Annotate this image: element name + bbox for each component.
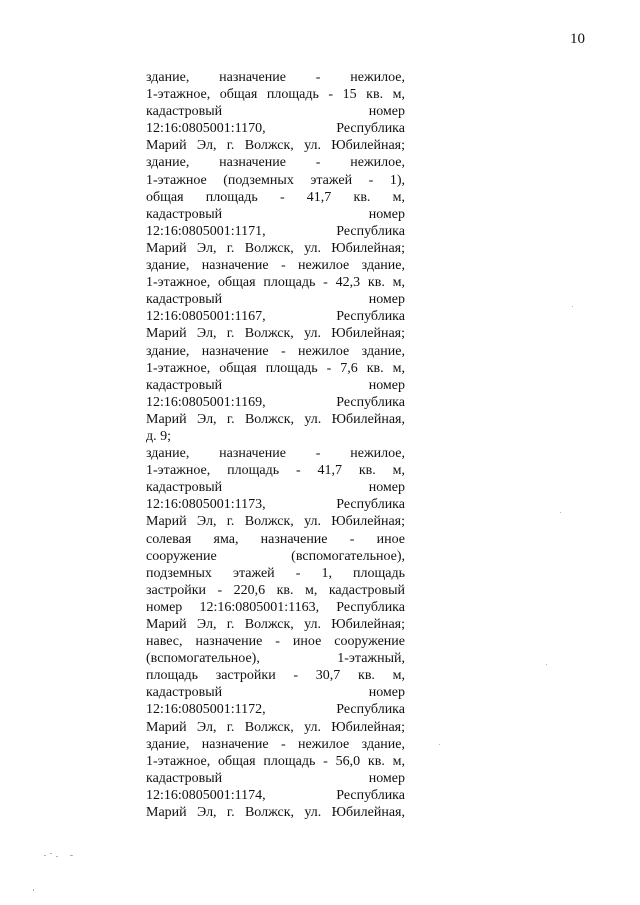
text-line: 1-этажное, общая площадь - 15 кв. м, xyxy=(146,87,405,103)
text-line: 1-этажное, общая площадь - 42,3 кв. м, xyxy=(146,275,405,291)
text-line: застройки - 220,6 кв. м, кадастровый xyxy=(146,582,405,598)
text-line: номер 12:16:0805001:1163, Республика xyxy=(146,599,405,615)
scan-speck xyxy=(560,512,561,513)
text-line: Марий Эл, г. Волжск, ул. Юбилейная; xyxy=(146,719,405,735)
text-line: здание, назначение - нежилое, xyxy=(146,446,405,462)
text-line: Марий Эл, г. Волжск, ул. Юбилейная; xyxy=(146,617,405,632)
text-line: здание, назначение - нежилое здание, xyxy=(146,343,405,359)
text-line: 12:16:0805001:1171, Республика xyxy=(146,223,405,239)
text-line: 12:16:0805001:1169, Республика xyxy=(146,394,405,410)
text-line: 1-этажное, общая площадь - 7,6 кв. м, xyxy=(146,360,405,376)
text-line: солевая яма, назначение - иное xyxy=(146,531,405,547)
page-number: 10 xyxy=(570,31,585,47)
text-line: здание, назначение - нежилое здание, xyxy=(146,258,405,274)
text-line: кадастровый номер xyxy=(146,292,405,308)
text-line: Марий Эл, г. Волжск, ул. Юбилейная; xyxy=(146,138,405,154)
text-line: общая площадь - 41,7 кв. м, xyxy=(146,189,405,205)
text-line: (вспомогательное), 1-этажный, xyxy=(146,651,405,667)
text-line: навес, назначение - иное сооружение xyxy=(146,634,405,650)
text-line: 12:16:0805001:1170, Республика xyxy=(146,121,405,137)
text-line: Марий Эл, г. Волжск, ул. Юбилейная; xyxy=(146,240,405,256)
text-line: Марий Эл, г. Волжск, ул. Юбилейная, xyxy=(146,411,405,427)
text-column xyxy=(146,69,405,821)
text-line: 12:16:0805001:1174, Республика xyxy=(146,787,405,803)
text-line: Марий Эл, г. Волжск, ул. Юбилейная, xyxy=(146,805,405,821)
text-line: кадастровый номер xyxy=(146,104,405,120)
scan-speck xyxy=(50,853,52,854)
scan-speck xyxy=(44,855,46,856)
text-line: 12:16:0805001:1172, Республика xyxy=(146,702,405,718)
scan-speck xyxy=(56,856,58,857)
text-line: 1-этажное (подземных этажей - 1), xyxy=(146,172,405,188)
scan-speck xyxy=(33,889,34,891)
text-line: кадастровый номер xyxy=(146,770,405,786)
text-line: площадь застройки - 30,7 кв. м, xyxy=(146,668,405,684)
text-line: кадастровый номер xyxy=(146,206,405,222)
scan-speck xyxy=(572,306,573,307)
text-line: кадастровый номер xyxy=(146,685,405,701)
text-line: Марий Эл, г. Волжск, ул. Юбилейная; xyxy=(146,326,405,342)
text-line: 1-этажное, площадь - 41,7 кв. м, xyxy=(146,463,405,479)
scan-speck xyxy=(439,744,440,745)
text-line: здание, назначение - нежилое здание, xyxy=(146,736,405,752)
text-line: 12:16:0805001:1173, Республика xyxy=(146,497,405,513)
text-line: кадастровый номер xyxy=(146,377,405,393)
text-line: здание, назначение - нежилое, xyxy=(146,70,405,85)
scan-speck xyxy=(546,664,547,665)
text-line: кадастровый номер xyxy=(146,480,405,496)
text-line: здание, назначение - нежилое, xyxy=(146,155,405,171)
text-line: Марий Эл, г. Волжск, ул. Юбилейная; xyxy=(146,514,405,530)
text-line: 1-этажное, общая площадь - 56,0 кв. м, xyxy=(146,753,405,769)
scan-speck xyxy=(70,855,73,856)
text-line: подземных этажей - 1, площадь xyxy=(146,565,405,581)
text-line: д. 9; xyxy=(146,428,172,444)
text-line: 12:16:0805001:1167, Республика xyxy=(146,309,405,325)
text-line: сооружение (вспомогательное), xyxy=(146,548,405,564)
